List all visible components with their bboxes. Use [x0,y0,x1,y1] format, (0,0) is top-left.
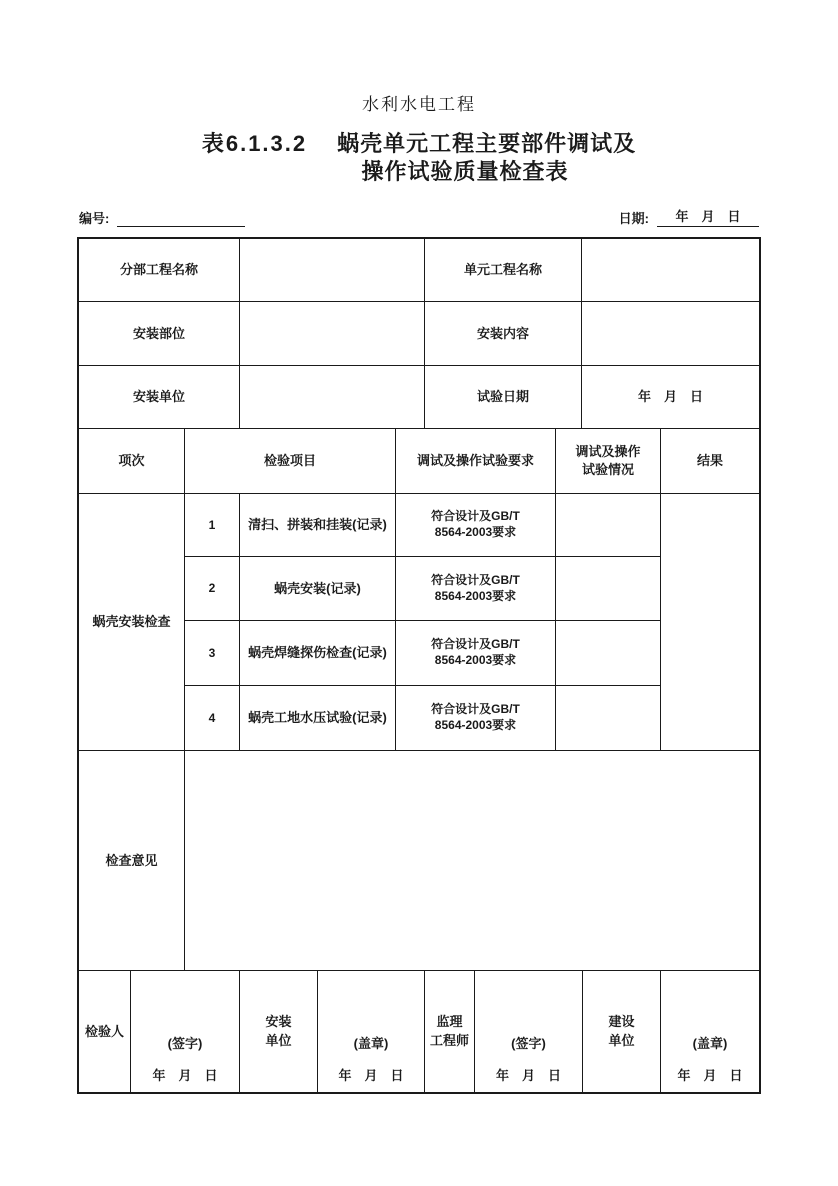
document-org-header: 水利水电工程 [362,95,476,114]
column-header-situation [556,429,661,494]
unit-label-line1: 建设 [608,1013,635,1029]
item-number: 4 [185,686,240,751]
item-requirement [396,494,556,557]
unit-label-line1: 监理 [436,1013,463,1029]
sign-date: 年 月 日 [677,1068,743,1084]
column-header-situation-line1: 调试及操作 [575,444,641,460]
inspector-label-cell: 检验人 [79,971,131,1092]
sign-label: (签字) [167,1035,203,1051]
unit-label-line2: 单位 [265,1032,292,1048]
sign-date: 年 月 日 [495,1068,561,1084]
sign-date: 年 月 日 [338,1068,404,1084]
item-requirement-line1: 符合设计及GB/T [431,572,520,587]
items-section [79,429,759,751]
item-name: 蜗壳工地水压试验(记录) [240,686,396,751]
situation-cell [556,557,661,621]
unit-label-cell [240,971,318,1092]
column-header-item: 检验项目 [185,429,396,494]
item-requirement-line1: 符合设计及GB/T [431,509,520,524]
column-header-result: 结果 [661,429,759,494]
serial-field [79,208,245,227]
stamp-label: (盖章) [692,1035,728,1051]
result-cell [661,494,759,751]
item-requirement-line2: 8564-2003要求 [434,525,517,539]
item-number: 2 [185,557,240,621]
item-requirement [396,686,556,751]
item-requirement-line2: 8564-2003要求 [434,653,517,667]
serial-fill-line [117,209,245,227]
unit-label-cell [583,971,661,1092]
unit-label-cell [425,971,475,1092]
date-label: 日期: [618,211,649,226]
unit-label-line2: 单位 [608,1032,635,1048]
info-label-cell: 试验日期 [425,366,582,429]
group-label-cell: 蜗壳安装检查 [79,494,185,751]
serial-date-row [79,199,759,227]
signature-section [79,971,759,1092]
situation-cell [556,621,661,686]
info-label-cell: 安装部位 [79,302,240,366]
inspector-sign-cell [131,971,240,1092]
info-value-cell [582,302,759,366]
opinion-content-cell [185,751,759,971]
info-section [79,239,759,429]
situation-cell [556,686,661,751]
column-header-situation-line2: 试验情况 [581,462,634,477]
situation-cell [556,494,661,557]
info-value-cell [240,239,425,302]
main-form-table [77,237,761,1094]
construction-unit-stamp-cell [661,971,759,1092]
info-label-cell: 安装内容 [425,302,582,366]
item-requirement [396,621,556,686]
item-name: 蜗壳焊缝探伤检查(记录) [240,621,396,686]
opinion-section [79,751,759,971]
date-field [619,208,759,227]
document-title [0,130,838,186]
info-value-cell [240,366,425,429]
item-number: 1 [185,494,240,557]
item-name: 蜗壳安装(记录) [240,557,396,621]
opinion-label-cell: 检查意见 [79,751,185,971]
column-header-index: 项次 [79,429,185,494]
sign-date: 年 月 日 [152,1068,218,1084]
serial-label: 编号: [79,211,110,226]
item-requirement [396,557,556,621]
title-text-line2: 操作试验质量检查表 [361,159,569,184]
info-label-cell: 安装单位 [79,366,240,429]
item-requirement-line2: 8564-2003要求 [434,588,517,603]
unit-label-line2: 工程师 [429,1032,469,1048]
info-label-cell: 分部工程名称 [79,239,240,302]
item-requirement-line1: 符合设计及GB/T [431,637,520,652]
document-title-line1 [0,130,838,158]
install-unit-stamp-cell [318,971,425,1092]
item-requirement-line1: 符合设计及GB/T [431,702,520,717]
item-number: 3 [185,621,240,686]
info-value-cell: 年 月 日 [582,366,759,429]
date-fill-line [657,209,759,227]
info-label-cell: 单元工程名称 [425,239,582,302]
item-name: 清扫、拼装和挂装(记录) [240,494,396,557]
table-number: 表6.1.3.2 [201,131,308,156]
sign-label: (签字) [511,1035,546,1051]
supervisor-sign-cell [475,971,583,1092]
info-value-cell [240,302,425,366]
item-requirement-line2: 8564-2003要求 [434,718,517,732]
info-value-cell [582,239,759,302]
date-value: 年 月 日 [675,209,741,224]
column-header-requirement: 调试及操作试验要求 [396,429,556,494]
stamp-label: (盖章) [353,1035,389,1051]
unit-label-line1: 安装 [265,1013,292,1029]
title-text-line1: 蜗壳单元工程主要部件调试及 [337,131,637,156]
